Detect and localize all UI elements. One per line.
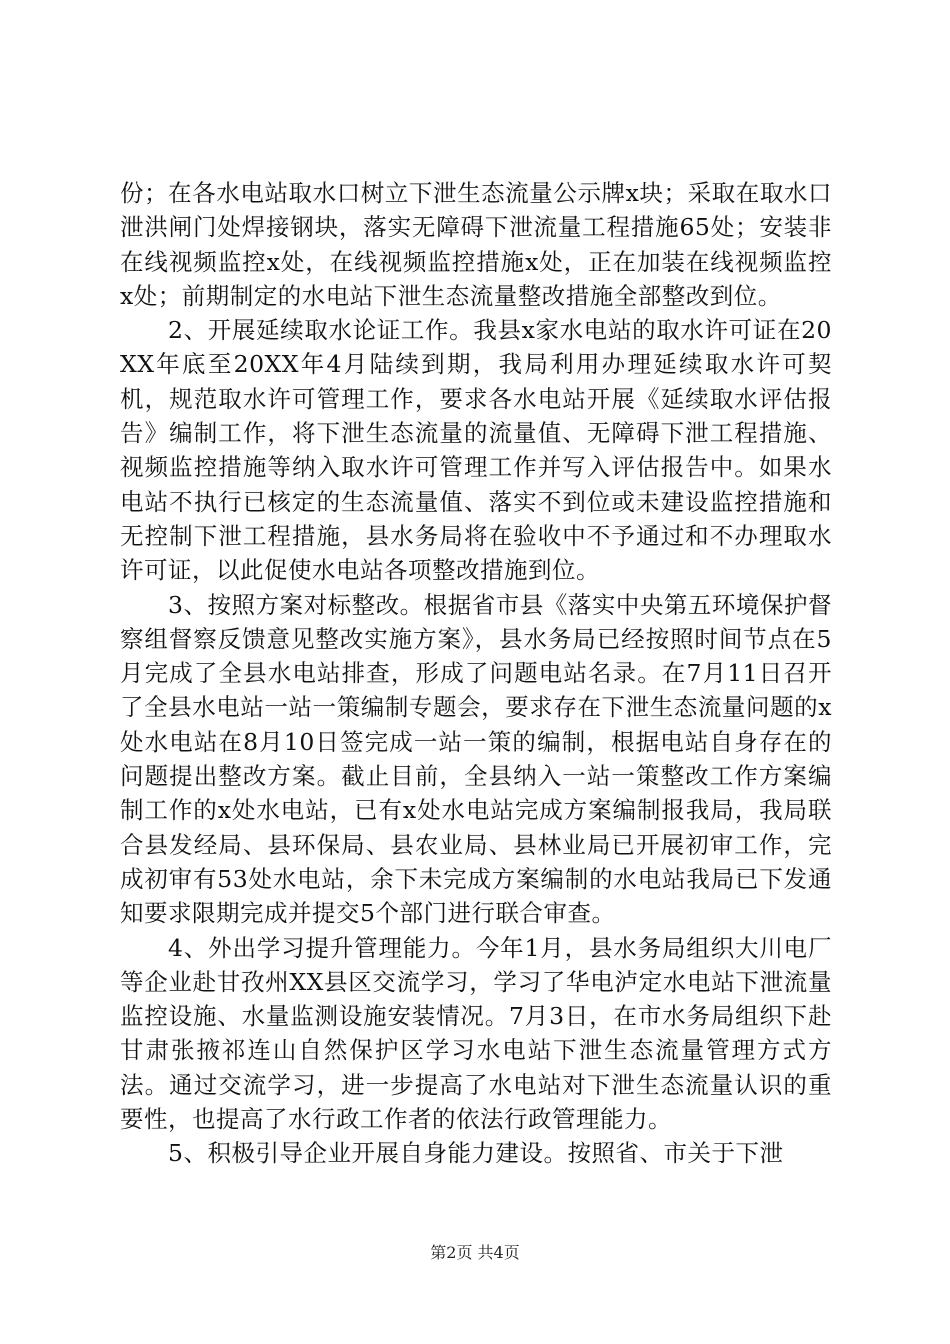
document-body [120,176,832,1171]
page-footer: 第2页 共4页 [430,1243,520,1262]
paragraph-item-4: 4、外出学习提升管理能力。今年1月，县水务局组织大川电厂等企业赴甘孜州XX县区交流学习，学习了华电泸定水电站下泄流量监控设施、水量监测设施安装情况。7月3日，在市水务局组织下赴甘肃张掖祁连山自然保护区学习水电站下泄生态流量管理方式方法。通过交流学习，进一步提高了水电站对下泄生态流量认识的重要性，也提高了水行政工作者的依法行政管理能力。 [120,933,832,1134]
paragraph-item-3: 3、按照方案对标整改。根据省市县《落实中央第五环境保护督察组督察反馈意见整改实施方案》，县水务局已经按照时间节点在5月完成了全县水电站排查，形成了问题电站名录。在7月11日召开了全县水电站一站一策编制专题会，要求存在下泄生态流量问题的x处水电站在8月10日签完成一站一策的编制，根据电站自身存在的问题提出整改方案。截止目前，全县纳入一站一策整改工作方案编制工作的x处水电站，已有x处水电站完成方案编制报我局，我局联合县发经局、县环保局、县农业局、县林业局已开展初审工作，完成初审有53处水电站，余下未完成方案编制的水电站我局已下发通知要求限期完成并提交5个部门进行联合审查。 [120,590,832,928]
paragraph-item-2: 2、开展延续取水论证工作。我县x家水电站的取水许可证在20XX年底至20XX年4月陆续到期，我局利用办理延续取水许可契机，规范取水许可管理工作，要求各水电站开展《延续取水评估报告》编制工作，将下泄生态流量的流量值、无障碍下泄工程措施、视频监控措施等纳入取水许可管理工作并写入评估报告中。如果水电站不执行已核定的生态流量值、落实不到位或未建设监控措施和无控制下泄工程措施，县水务局将在验收中不予通过和不办理取水许可证，以此促使水电站各项整改措施到位。 [120,316,832,585]
paragraph-item-5: 5、积极引导企业开展自身能力建设。按照省、市关于下泄 [168,1139,784,1168]
paragraph-continuation: 份；在各水电站取水口树立下泄生态流量公示牌x块；采取在取水口泄洪闸门处焊接钢块，落实无障碍下泄流量工程措施65处；安装非在线视频监控x处，在线视频监控措施x处，正在加装在线视频监控x处；前期制定的水电站下泄生态流量整改措施全部整改到位。 [120,179,832,310]
